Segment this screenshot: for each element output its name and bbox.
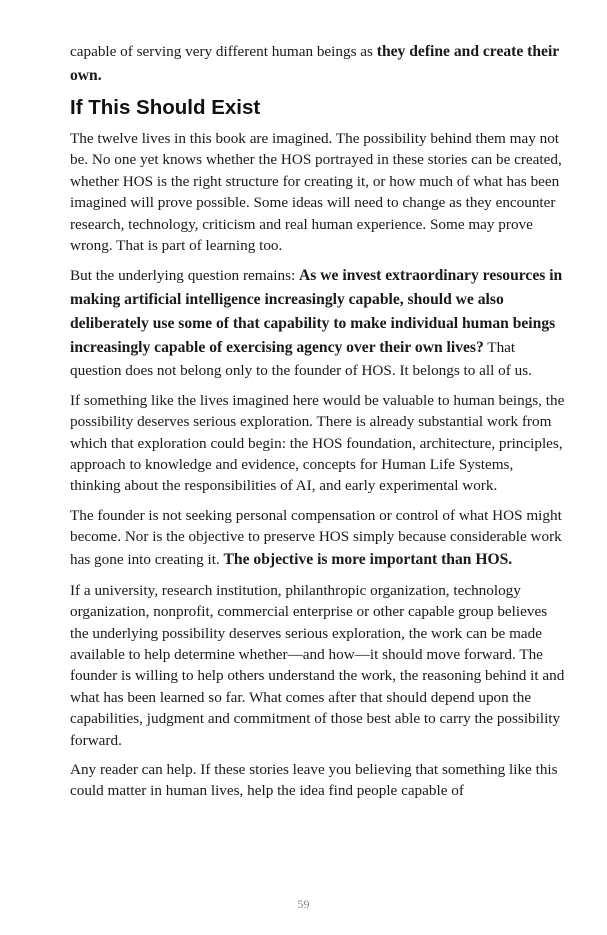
paragraph-2 — [70, 264, 565, 381]
paragraph-1: The twelve lives in this book are imagined. The possibility behind them may not be. No one yet knows whether the HOS portrayed in these stories can be created, whether HOS is the right structure for creating it, or how much of what has been imagined will prove possible. Some ideas will need to change as they encounter research, technology, criticism and real human experience. Some may prove wrong. That is part of learning too. — [70, 130, 562, 255]
paragraph-6: Any reader can help. If these stories leave you believing that something like this could matter in human lives, help the idea find people capable of — [70, 760, 558, 800]
paragraph-3: If something like the lives imagined here would be valuable to human beings, the possibility deserves serious exploration. There is already substantial work from which that exploration could begin: the HOS foundation, architecture, principles, approach to knowledge and evidence, concepts for Human Life Systems, thinking about the responsibilities of AI, and early experimental work. — [70, 391, 565, 495]
paragraph-2-lead: But the underlying question remains: — [70, 267, 300, 285]
paragraph-5: If a university, research institution, philanthropic organization, technology organization, nonprofit, commercial enterprise or other capable group believes the underlying possibility deserves serious exploration, the work can be made available to help determine whether—and how—it should move forward. The founder is willing to help others understand the work, the reasoning behind it and what has been learned so far. What comes after that should depend upon the capabilities, judgment and commitment of those best able to carry the possibility forward. — [70, 581, 565, 749]
intro-bold-text: they define and create their own. — [70, 43, 559, 84]
key-question: As we invest extraordinary resources in making artificial intelligence increasingly capable, should we also deliberately use some of that capability to make individual human beings increasingly capable of exercising agency over their own lives? — [70, 267, 563, 357]
intro-text: capable of serving very different human beings as — [70, 43, 377, 60]
intro-paragraph — [70, 40, 565, 88]
section-heading: If This Should Exist — [70, 96, 261, 119]
page-number: 59 — [297, 897, 310, 911]
paragraph-4 — [70, 505, 565, 572]
objective-statement: The objective is more important than HOS. — [223, 550, 513, 568]
page-content — [70, 40, 565, 810]
paragraph-2-tail: That question does not belong only to the founder of HOS. It belongs to all of us. — [70, 339, 532, 380]
paragraph-4-lead: The founder is not seeking personal compensation or control of what HOS might become. Nor is the objective to preserve HOS simply because considerable work has gone into creating it. — [70, 506, 562, 568]
